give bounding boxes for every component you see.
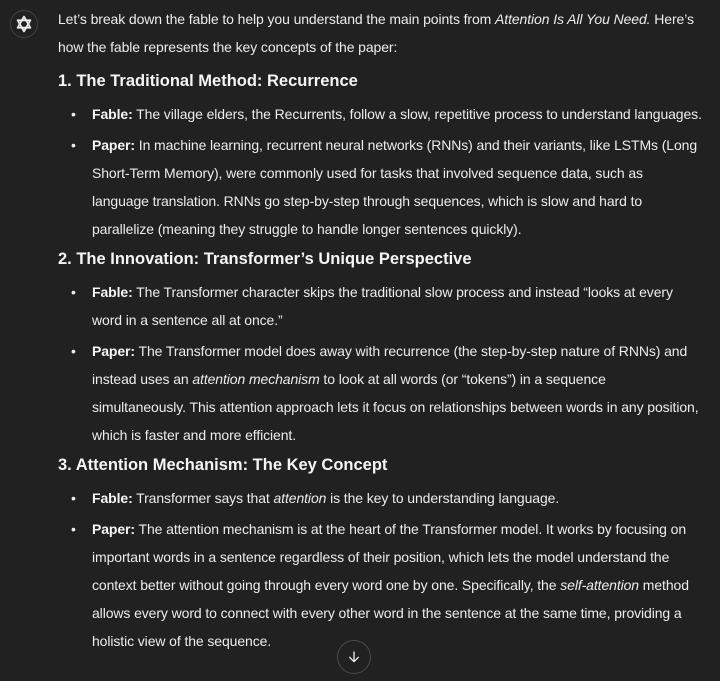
text-span: Let’s break down the fable to help you understand the main points from (58, 11, 496, 27)
intro-paragraph (58, 5, 703, 61)
list-item (58, 100, 703, 128)
text-span: to look at all words (or “tokens”) in a sequence simultaneously. This attention approach lets it focus on relationships between words in any position, which is faster and more efficient. (92, 371, 699, 443)
text-span: Fable: (92, 106, 133, 122)
bullet-list (58, 100, 703, 243)
text-span: The Transformer model does away with recurrence (the step-by-step nature of RNNs) and instead uses an (92, 343, 688, 387)
text-span: attention mechanism (192, 371, 320, 387)
list-item (58, 484, 703, 512)
text-span: Paper: (92, 137, 135, 153)
text-span: self-attention (560, 577, 639, 593)
text-span: Attention Is All You Need. (495, 11, 651, 27)
text-span: Fable: (92, 490, 133, 506)
text-span: Transformer says that (132, 490, 274, 506)
text-span: method allows every word to connect with every other word in the sentence at the same time, providing a holistic view of the sequence. (92, 577, 689, 649)
bullet-list (58, 278, 703, 449)
text-span: attention (273, 490, 327, 506)
text-span: The village elders, the Recurrents, follow a slow, repetitive process to understand languages. (132, 106, 702, 122)
section-heading: 3. Attention Mechanism: The Key Concept (58, 456, 388, 474)
text-span: Paper: (92, 343, 135, 359)
text-span: Paper: (92, 521, 135, 537)
text-span: The Transformer character skips the traditional slow process and instead “looks at every word in a sentence all at once.” (92, 284, 673, 328)
list-item (58, 131, 703, 243)
text-span: is the key to understanding language. (326, 490, 560, 506)
bullet-list (58, 484, 703, 655)
section-heading: 1. The Traditional Method: Recurrence (58, 72, 358, 90)
message-content (58, 5, 703, 658)
text-span: Here’s how the fable represents the key concepts of the paper: (58, 11, 694, 55)
text-span: In machine learning, recurrent neural networks (RNNs) and their variants, like LSTMs (Long Short-Term Memory), were commonly used for tasks that involved sequence data, such as language translation. RNNs go step-by-step through sequences, which is slow and hard to parallelize (meaning they struggle to handle longer sentences quickly). (92, 137, 698, 237)
list-item (58, 515, 703, 655)
arrow-down-icon (346, 649, 362, 665)
scroll-to-bottom-button[interactable] (337, 640, 371, 674)
text-span: The attention mechanism is at the heart of the Transformer model. It works by focusing on important words in a sentence regardless of their position, which lets the model understand the context better without going through every word one by one. Specifically, the (92, 521, 686, 593)
list-item (58, 278, 703, 334)
openai-logo-icon (15, 15, 33, 33)
list-item (58, 337, 703, 449)
text-span: Fable: (92, 284, 133, 300)
section-heading: 2. The Innovation: Transformer’s Unique Perspective (58, 250, 472, 268)
assistant-avatar (10, 10, 38, 38)
